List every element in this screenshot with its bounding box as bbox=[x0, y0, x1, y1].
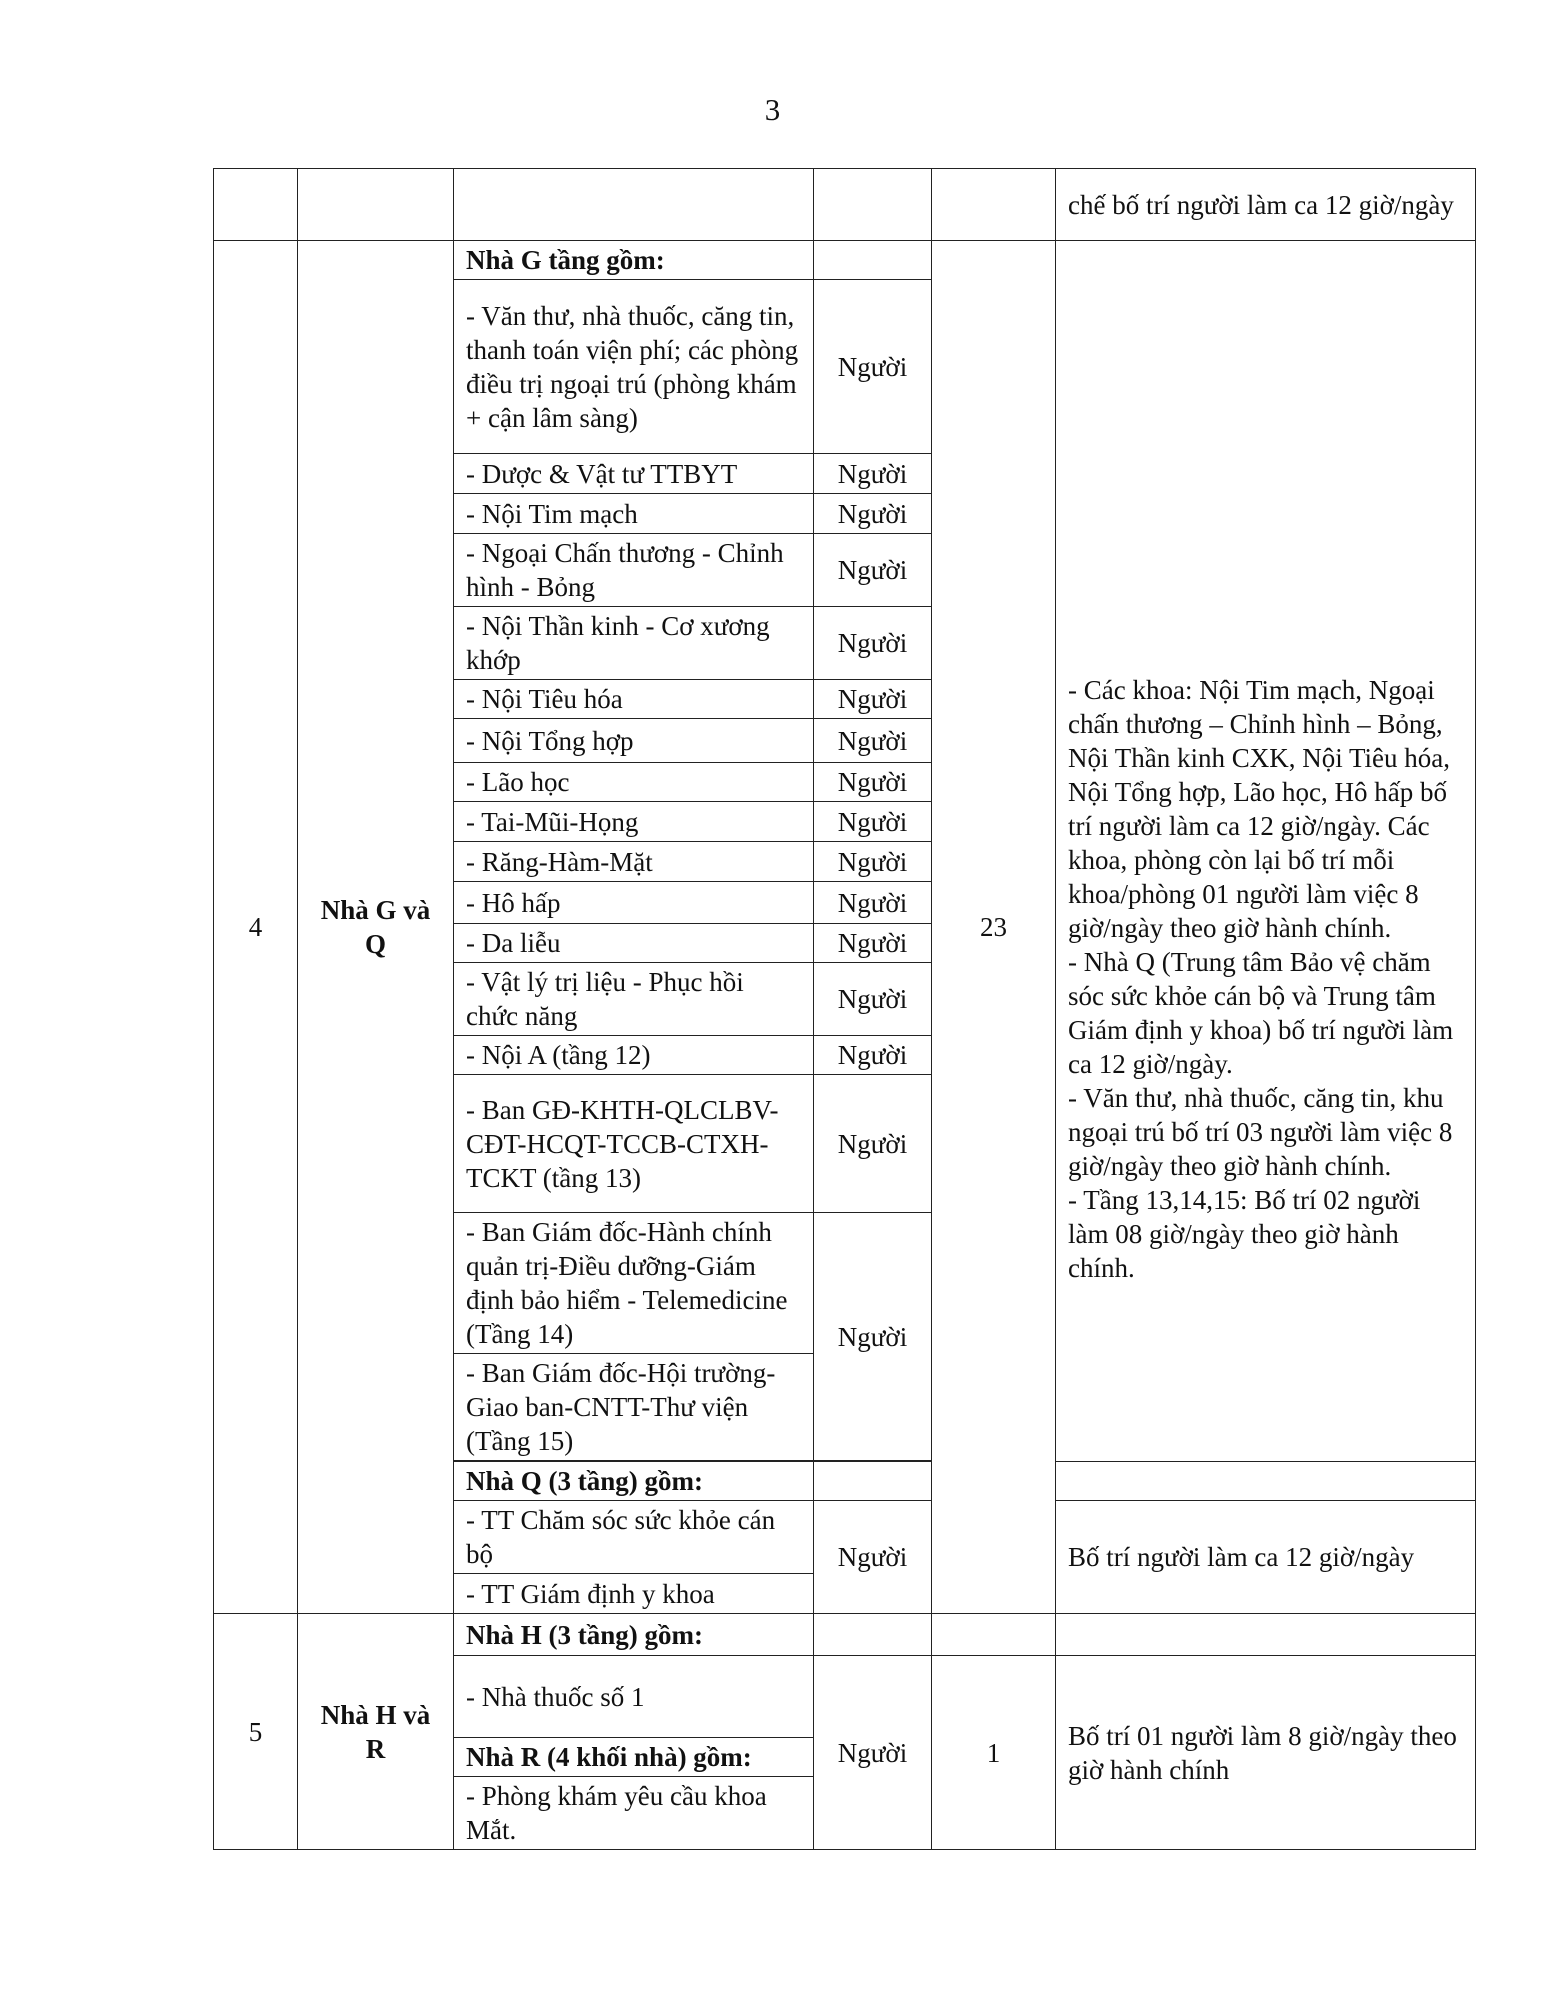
note-cell: Bố trí 01 người làm 8 giờ/ngày theo giờ hành chính bbox=[1056, 1656, 1476, 1850]
unit-cell-empty bbox=[814, 1614, 932, 1656]
page-number: 3 bbox=[764, 92, 781, 127]
quantity-cell: 1 bbox=[932, 1656, 1056, 1850]
unit-cell: Người bbox=[814, 494, 932, 534]
unit-cell-empty bbox=[814, 1462, 932, 1501]
unit-cell-empty bbox=[814, 169, 932, 241]
item-cell: - Nội Tổng hợp bbox=[454, 719, 814, 763]
note-line: - Nhà Q (Trung tâm Bảo vệ chăm sóc sức khỏe cán bộ và Trung tâm Giám định y khoa) bố trí người làm ca 12 giờ/ngày. bbox=[1068, 946, 1454, 1079]
unit-cell: Người bbox=[814, 1075, 932, 1213]
unit-cell: Người bbox=[814, 454, 932, 494]
stt-cell: 5 bbox=[214, 1614, 298, 1850]
note-cell bbox=[1056, 241, 1476, 1462]
table-row-g-header bbox=[214, 241, 1476, 280]
item-cell: - Dược & Vật tư TTBYT bbox=[454, 454, 814, 494]
quantity-cell-empty bbox=[932, 169, 1056, 241]
unit-cell: Người bbox=[814, 802, 932, 842]
unit-cell: Người bbox=[814, 842, 932, 882]
quantity-cell: 23 bbox=[932, 241, 1056, 1614]
staffing-table bbox=[213, 168, 1476, 1850]
item-cell: - Răng-Hàm-Mặt bbox=[454, 842, 814, 882]
item-cell: - Phòng khám yêu cầu khoa Mắt. bbox=[454, 1777, 814, 1850]
unit-cell: Người bbox=[814, 607, 932, 680]
item-cell: - Ban GĐ-KHTH-QLCLBV-CĐT-HCQT-TCCB-CTXH-TCKT (tầng 13) bbox=[454, 1075, 814, 1213]
unit-cell: Người bbox=[814, 1036, 932, 1075]
item-cell-empty bbox=[454, 169, 814, 241]
unit-cell: Người bbox=[814, 719, 932, 763]
location-cell: Nhà G và Q bbox=[298, 241, 454, 1614]
item-cell: - Hô hấp bbox=[454, 882, 814, 924]
item-cell: - TT Giám định y khoa bbox=[454, 1574, 814, 1614]
item-cell: - Nội A (tầng 12) bbox=[454, 1036, 814, 1075]
group-header: Nhà H (3 tầng) gồm: bbox=[454, 1614, 814, 1656]
stt-cell-empty bbox=[214, 169, 298, 241]
item-cell: - Nhà thuốc số 1 bbox=[454, 1656, 814, 1738]
item-cell: - Văn thư, nhà thuốc, căng tin, thanh toán viện phí; các phòng điều trị ngoại trú (phòng khám + cận lâm sàng) bbox=[454, 280, 814, 454]
location-cell: Nhà H và R bbox=[298, 1614, 454, 1850]
item-cell: - TT Chăm sóc sức khỏe cán bộ bbox=[454, 1501, 814, 1574]
location-cell-empty bbox=[298, 169, 454, 241]
note-line: - Các khoa: Nội Tim mạch, Ngoại chấn thương – Chỉnh hình – Bỏng, Nội Thần kinh CXK, Nội Tiêu hóa, Nội Tổng hợp, Lão học, Hô hấp bố trí người làm ca 12 giờ/ngày. Các khoa, phòng còn lại bố trí mỗi khoa/phòng 01 người làm việc 8 giờ/ngày theo giờ hành chính. bbox=[1068, 674, 1451, 943]
item-cell: - Nội Tiêu hóa bbox=[454, 680, 814, 719]
item-cell: - Tai-Mũi-Họng bbox=[454, 802, 814, 842]
unit-cell: Người bbox=[814, 1501, 932, 1614]
group-header: Nhà G tầng gồm: bbox=[454, 241, 814, 280]
note-line: - Tầng 13,14,15: Bố trí 02 người làm 08 giờ/ngày theo giờ hành chính. bbox=[1068, 1184, 1421, 1283]
item-cell: - Ngoại Chấn thương - Chỉnh hình - Bỏng bbox=[454, 534, 814, 607]
quantity-cell-empty bbox=[932, 1614, 1056, 1656]
table-row-h-header bbox=[214, 1614, 1476, 1656]
unit-cell: Người bbox=[814, 882, 932, 924]
note-line: - Văn thư, nhà thuốc, căng tin, khu ngoại trú bố trí 03 người làm việc 8 giờ/ngày theo giờ hành chính. bbox=[1068, 1082, 1453, 1181]
item-cell: - Nội Tim mạch bbox=[454, 494, 814, 534]
note-cell: chế bố trí người làm ca 12 giờ/ngày bbox=[1056, 169, 1476, 241]
unit-cell: Người bbox=[814, 763, 932, 802]
unit-cell: Người bbox=[814, 1656, 932, 1850]
unit-cell-empty bbox=[814, 241, 932, 280]
group-header: Nhà Q (3 tầng) gồm: bbox=[454, 1462, 814, 1501]
note-cell-empty bbox=[1056, 1462, 1476, 1501]
item-cell: - Ban Giám đốc-Hội trường-Giao ban-CNTT-Thư viện (Tầng 15) bbox=[454, 1354, 814, 1461]
note-cell-empty bbox=[1056, 1614, 1476, 1656]
note-cell: Bố trí người làm ca 12 giờ/ngày bbox=[1056, 1501, 1476, 1614]
item-cell: - Da liễu bbox=[454, 924, 814, 963]
unit-cell: Người bbox=[814, 280, 932, 454]
unit-cell: Người bbox=[814, 680, 932, 719]
item-cell: - Nội Thần kinh - Cơ xương khớp bbox=[454, 607, 814, 680]
unit-cell: Người bbox=[814, 924, 932, 963]
table-row-continuation bbox=[214, 169, 1476, 241]
unit-cell: Người bbox=[814, 534, 932, 607]
unit-cell: Người bbox=[814, 1213, 932, 1461]
item-cell: - Lão học bbox=[454, 763, 814, 802]
stt-cell: 4 bbox=[214, 241, 298, 1614]
item-cell: - Ban Giám đốc-Hành chính quản trị-Điều dưỡng-Giám định bảo hiểm - Telemedicine (Tầng 14) bbox=[454, 1213, 814, 1354]
group-header: Nhà R (4 khối nhà) gồm: bbox=[454, 1738, 814, 1777]
item-cell: - Vật lý trị liệu - Phục hồi chức năng bbox=[454, 963, 814, 1036]
unit-cell: Người bbox=[814, 963, 932, 1036]
